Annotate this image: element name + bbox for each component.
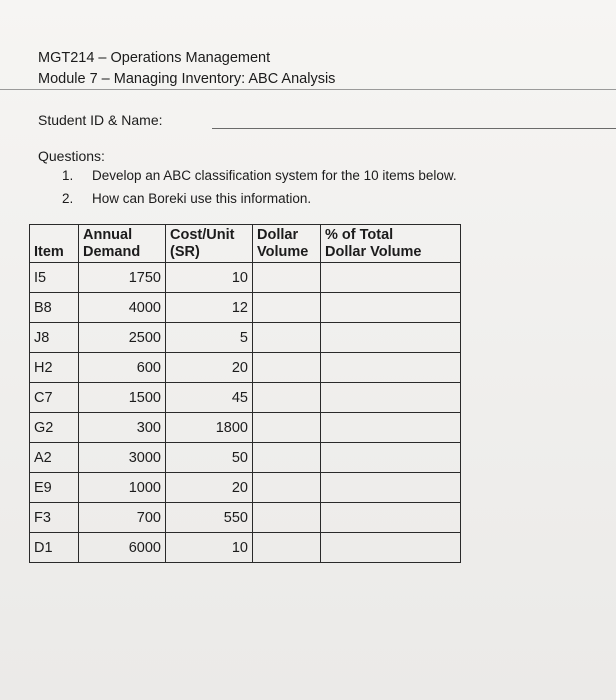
cell-annual-demand: 6000 [79,533,166,563]
cell-percent-total[interactable] [321,323,461,353]
table-row [30,503,461,533]
cell-item: B8 [30,293,79,323]
cell-cost-per-unit: 10 [166,533,253,563]
table-row [30,413,461,443]
cell-cost-per-unit: 550 [166,503,253,533]
header-cost-per-unit: Cost/Unit (SR) [166,225,253,263]
cell-cost-per-unit: 20 [166,353,253,383]
cell-dollar-volume[interactable] [253,383,321,413]
cell-cost-per-unit: 10 [166,263,253,293]
cell-percent-total[interactable] [321,443,461,473]
questions-heading: Questions: [38,148,105,164]
cell-cost-per-unit: 20 [166,473,253,503]
question-number: 2. [62,191,74,206]
cell-cost-per-unit: 1800 [166,413,253,443]
cell-percent-total[interactable] [321,383,461,413]
course-title: MGT214 – Operations Management [38,50,271,66]
cell-percent-total[interactable] [321,413,461,443]
cell-item: G2 [30,413,79,443]
header-dollar-volume: Dollar Volume [253,225,321,263]
abc-table [29,224,461,563]
cell-dollar-volume[interactable] [253,413,321,443]
cell-item: D1 [30,533,79,563]
question-text: Develop an ABC classification system for the 10 items below. [92,168,457,183]
question-text: How can Boreki use this information. [92,191,312,206]
cell-percent-total[interactable] [321,293,461,323]
student-id-label: Student ID & Name: [38,112,163,128]
header-annual-demand: Annual Demand [79,225,166,263]
cell-annual-demand: 2500 [79,323,166,353]
cell-dollar-volume[interactable] [253,473,321,503]
cell-annual-demand: 700 [79,503,166,533]
cell-cost-per-unit: 12 [166,293,253,323]
table-header-row [30,225,461,263]
cell-percent-total[interactable] [321,353,461,383]
cell-item: E9 [30,473,79,503]
cell-percent-total[interactable] [321,263,461,293]
cell-dollar-volume[interactable] [253,503,321,533]
cell-cost-per-unit: 45 [166,383,253,413]
cell-cost-per-unit: 5 [166,323,253,353]
cell-cost-per-unit: 50 [166,443,253,473]
cell-dollar-volume[interactable] [253,353,321,383]
cell-percent-total[interactable] [321,473,461,503]
cell-annual-demand: 4000 [79,293,166,323]
table-row [30,443,461,473]
table-row [30,293,461,323]
cell-dollar-volume[interactable] [253,323,321,353]
module-title: Module 7 – Managing Inventory: ABC Analysis [38,71,336,87]
cell-percent-total[interactable] [321,503,461,533]
header-percent-total: % of Total Dollar Volume [321,225,461,263]
cell-percent-total[interactable] [321,533,461,563]
cell-dollar-volume[interactable] [253,533,321,563]
header-divider [0,89,616,90]
question-number: 1. [62,168,74,183]
table-row [30,353,461,383]
table-row [30,473,461,503]
cell-item: C7 [30,383,79,413]
table-row [30,383,461,413]
cell-annual-demand: 3000 [79,443,166,473]
cell-annual-demand: 1750 [79,263,166,293]
cell-item: A2 [30,443,79,473]
cell-annual-demand: 600 [79,353,166,383]
cell-annual-demand: 1000 [79,473,166,503]
cell-dollar-volume[interactable] [253,293,321,323]
header-item: Item [30,225,79,263]
cell-dollar-volume[interactable] [253,263,321,293]
cell-dollar-volume[interactable] [253,443,321,473]
cell-annual-demand: 1500 [79,383,166,413]
table-row [30,323,461,353]
cell-item: F3 [30,503,79,533]
cell-item: J8 [30,323,79,353]
table-row [30,263,461,293]
student-name-line [212,128,616,129]
cell-item: H2 [30,353,79,383]
cell-item: I5 [30,263,79,293]
table-row [30,533,461,563]
cell-annual-demand: 300 [79,413,166,443]
